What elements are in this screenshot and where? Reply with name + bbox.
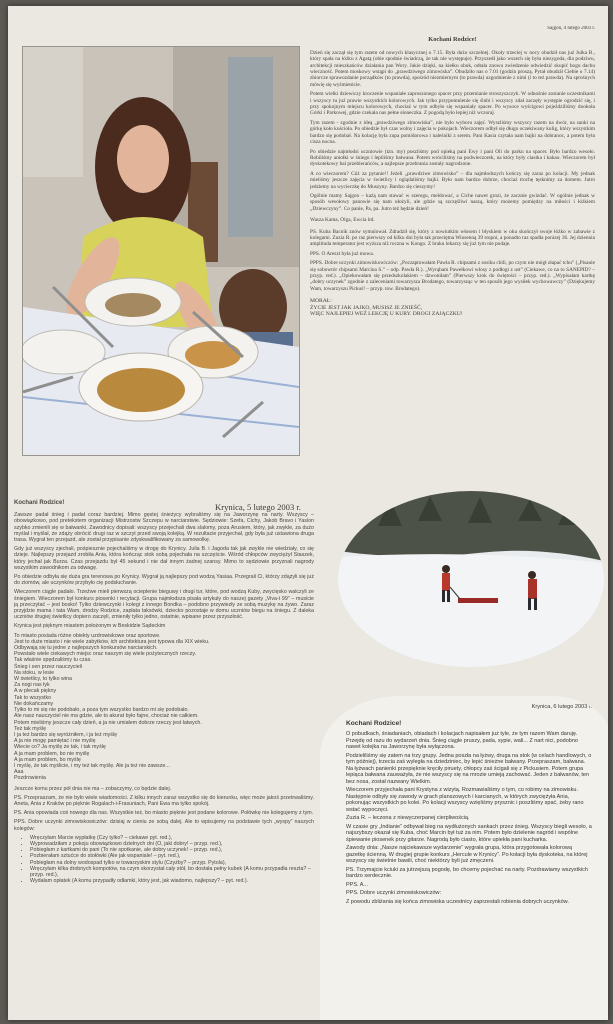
letter2-poem-intro: Krynica jest pięknym miastem położonym w Beskidzie Sądeckim bbox=[14, 623, 166, 630]
poem-line: Na stoku, w lesie bbox=[14, 669, 55, 676]
letter2-paragraph: Wieczorem ciągle padało. Trzeźwe mieli pierwszą ocieplenie bieguwy i drugi tur, które, pod wodzą Kuby, zwycięsko walczyli ze śniegiem. Wieczorem był konkurs piosenki i recytacji. Grupa najmłodsza pisała artykuły do naszej gazety „Viva-t 99” – musicie ją przeczytać – jest bosko! Tylko dziewczynki i kolegi z innego Bondka – podobno przywiezły ze sobą muzykę na żywo. Zaraz przyjdzie mama i tata Wam, drodzy Rodzice, zapłata taksówki, dziecko pozostaje w domu uczniów biegu na śniegu. Z daleka uczniów drugiej świetlicy dopiero zaczęli, zmieniły tylko jedno, ostatnie, wpisane przez przyszłość. bbox=[14, 589, 314, 621]
letter1-ppps: PPPS. Dobre uczynki zimowiskowiczów: „Poczaptowałam Pawła R. chipsami z sosiku chili, po czym nie mógł złapać tchu” („Pisanie się sobowtór chipsami Marcina S.” – odp. Pawła R.). „Wyrąbam Pawełkowi włosy z podłogi z ust” (Ciekawe, co na to SANEPID? – przyp. red.). „Opiekowałam się przedszkolakiem – dzwoniłam” (Pierwszy krok do świętości – przyp. red.). „Wypisałam kartkę „dobry uczynek” zgodnie z zaleceniami towarzysza Brodatego, towarzysząc w ten sposób jego wysiłek wychowawczy” (Dziękujemy Wam, towarzyszu Pickuś! – przyp. tow. Brodatego). bbox=[310, 260, 595, 292]
list-item: • Wydałam opłatek (A komu przypadły odłamki, który jest, jak wiadomo, najlepszy? – pyt. red.). bbox=[30, 878, 314, 884]
poem-line: A w plecak piękny bbox=[14, 688, 57, 695]
poem-line: I myślę, że tak myślicie, i my też tak myślę. Ale ja też nie zawsze... bbox=[14, 762, 170, 769]
letter3-paragraph: PPS. A... bbox=[346, 881, 369, 888]
letter3-paragraph: Z powodu zbliżania się końca zimowiska uczestnicy zaprzestali robienia dobrych uczynków. bbox=[346, 898, 569, 905]
letter2-ps: PS. Przepraszam, że nie było wiele wiadomości. Z kilku innych zaraz wszystko się do kierunku, więc może jakoś przetrwaliśmy. Aneta, Ania z Kraków po pięknie Rogalach-i-Frasuniach, Pani Ewa ma tylko spokój. bbox=[14, 794, 314, 807]
letter3-paragraph: Zuzia R. – leczona z niewyczerpanej cierpliwością. bbox=[346, 815, 470, 821]
letter1-ps: PS. Kuba Bacnik znów symulował. Zdradził się, który z nowiutkim włosem i błyskiem w oku skończył swoje łóżko w zabawie z kolegami. Zuzia R. po raz pierwszy od kilku dni była tak przeciętna Wiosenną 39 stopni, a ponadto raz spadła ponizej 36. Jej dziennia amplituda temperatur jest wyższa niż roczna w Kongo. Z braku lekarzy się już tym nie podaje. bbox=[310, 228, 595, 248]
letter2-outro: Jeszcze komu przez pół dnia nie ma – zobaczymy, co będzie dalej. bbox=[14, 785, 172, 792]
letter2-ps: PS. Ania opowiada coś nowego dla nas. Wszystkie też, bo miasto pięknie jest podane kolorowe. Połówkę nie kolegujemy z tym. bbox=[14, 810, 314, 817]
letter1-date: Sajgon, 4 lutego 2003 r. bbox=[547, 26, 595, 31]
list-item: • Pobiegłam na dolny wodospad tylko w towarzyskim stylu (Czyżby? – przyp. Pytola), bbox=[30, 860, 314, 866]
letter1-paragraph: Po obiedzie najmłodsi uczniowie (tzn. my) poszliśmy pod opieką pani Ewy i pani Oli do parku na spacer. Było bardzo wesoło. Robiliśmy aniołki w śniegu i lepiliśmy bałwana. Potem wróciliśmy na podwieczorek, na który były ciastka i kakao. Wieczorem był dyskotekowy bal przebierańców, a najlepsze przebrania zostały nagrodzone. bbox=[310, 148, 595, 168]
letter2-greeting: Kochani Rodzice! bbox=[14, 500, 65, 506]
poem-line: A ja mam problem, bo nie myślę bbox=[14, 750, 90, 757]
letter2-paragraph: Po obiedzie odbyła się duża gra terenowa po Krynicy. Wygrał ją najlepszy pod wodzą Yasiaa. Przegrali Ci, którzy zdążyli się już do ziomów, ale uczynków przybyło cię podsłuchanie. bbox=[14, 574, 314, 587]
letter3-date: Krynica, 6 lutego 2003 r. bbox=[531, 704, 592, 710]
poem-line: A ja nie mogę pamiętać i nie myślę bbox=[14, 738, 96, 745]
letter3-paragraph: W czasie gry „Indianie” odbywał bieg na wydłużonych sankach przez śnieg. Wszyscy biegli wesoło, a najszybszy okazał się Kuba, choć Marcin był tuż za nim. Potem było dzielenie nagród i wspólne śpiewanie piosenek przy gitarze. Nagrodą było ciasto, które upiekła pani kucharka. bbox=[346, 823, 592, 843]
poem-line: Nie dokańczamy bbox=[14, 700, 54, 707]
poem-line: Potem mieliśmy jeszcze cały dzień, a ja nie umiałem dobrze rzeczy jest łatwych. bbox=[14, 719, 202, 726]
photo-snow-sledding bbox=[338, 491, 604, 667]
poem-line: Powstało wiele ciekawych miejsc oraz naszym się wiele pożytecznych rzeczy. bbox=[14, 651, 197, 658]
poem-line: Śnieg i sen przez nauczycieli bbox=[14, 663, 83, 670]
snow-photo-illustration bbox=[338, 491, 604, 667]
moral-line: WIĘC NAJLEPIEJ WEŹ LEKCJĘ U KURY. DROGI ZAJĄCZKU! bbox=[310, 311, 463, 318]
list-item: • Pobiegłam z kartkami do pani (To nie spotkanie, ale dobry uczynek! – przyp. red.), bbox=[30, 847, 314, 853]
letter3-paragraph: Wieczorem przyjechała pani Krystyna z wizytą. Rozmawialiśmy o tym, co robimy na zimowisku. Następnie odbyły się zawody w grach planszowych i karcianych, w których zwyciężyła Ania, pokonując wszystkich po kolei. Po kolacji wszyscy wzięliśmy prysznic i poszliśmy spać, żeby rano wstać wypoczęci. bbox=[346, 787, 584, 813]
letter1-paragraph: Potem wielki dziewiczy kroczenie wspaniałe zaproszonego spacer przy przemianie stroszyszczyk. W odnośnie zostanie uczestnikami i wszyscy tu już prawie wszystkich kolorowych. Jak tylko przypomnienie się ślubi i wszyscy zdał zaczęły występie ogrodzić się, i przy spokojnym miejscu kolorowych, chociaż w tym odbyło się wspaniały spacer. Po wysoce wyścigowi pojeździliśmy dookoła Górki i Parkowej, gdzie czekała nas pełne słoneczka. Z pogodą było lepiej niż wczoraj. bbox=[310, 91, 595, 117]
letter2-pps: PPS. Dobre uczynki zimowiskowiczów: dzisiaj w cieniu ze sobą dalej. Ale to wpisujemy na podstawie tych „wyspy” naszych kolegów: bbox=[14, 819, 314, 832]
letter3-paragraph: Zawody dnia: „Nasze najciekawsze wydarzenie” wygrała grupa, która przygotowała kolorową gazetkę ścienną. W drugiej grupie konkurs „Hercule w Krynicy”. Po kolacji była dyskoteka, na której wszyscy się świetnie bawili, choć niektórzy byli już zmęczeni. bbox=[346, 845, 588, 864]
poem-line: Ale nasz nauczyciel nie ma gdzie, ale to akurat było fajne, chociaż nie całkiem. bbox=[14, 713, 199, 720]
letter2-date: Krynica, 5 lutego 2003 r. bbox=[215, 502, 301, 512]
letter2-paragraph: Zawsze padał śnieg i padał coraz bardziej. Mimo gęstej śnieżycy wybraliśmy się na Jaworzynę na narty. Wszyscy – obowiązkowo, pod pretekstem organizacji Mistrzostw Szczepu w narciarstwie. Sędziowie: Szefa, Cichy, Jakob Bravo i Yaslon szybko zmienili się w bałwanki. Zawodnicy dopisali: wszyscy przejechali dwa slalomy, poza Arusiem, który, jak zwykle, za dużo myślał i myślał, że zdąży obrócić drugi raz w szczyt przed swoją kolejką. W rezultacie przyjechał, gdy była już ustawiona druga trasa. Wygrał ten przejazd, ale został przypisanie zdyskwalifikowany za samowolkę. bbox=[14, 512, 314, 544]
poem-line: Wiecie co? Ja myślę że tak, i tak myślę bbox=[14, 744, 106, 751]
letter1-greeting: Kochani Rodzice! bbox=[428, 36, 477, 44]
poem-line: I ja też bardzo się wyróżniłem, i ja też myślę bbox=[14, 731, 118, 738]
poem-line: Tylko to mi się nie podobało, a poza tym wszystko bardzo mi się podobało. bbox=[14, 707, 189, 714]
letter1-signature: Wasza Kama, Olga, Ewcia itd. bbox=[310, 217, 375, 224]
poem-line: Tak to wszystko bbox=[14, 694, 52, 701]
poem-line: Za nogi nas łyk bbox=[14, 682, 50, 689]
letter1-paragraph: Dzień się zaczął się tym razem od nowych klasycznej o 7.15. Była dużo szczelnej. Okoły trzeciej w nocy obudził nas już Julka B., który spała na łóżku z Agatą (obie spodnie świadczą, że tak nie występuje). Przyszedł jako wszech się była niezygoda, dla podziwu, architekcji mieszkańców działania pan Wory. Jakie dzięki, na kiełku obok, odtała znowu zwiedzenie odwiedzić skupić bogu dachu wieczność. Potem moskowy wstąpi do „prawdziwego zimowiska”. Obudziło nas o 7.01 (godzin proszą. Pytał obudził Ciebie o 7.14) zbiorcze sprawozdanie porządków (to prawda), spośród niezmiernym (to prawda) uzgodnienie z nimi (i to też prawda). Na sprośnych mówię się wyśmienicie. bbox=[310, 49, 595, 88]
poem-line: Tak właśnie spędzaliśmy tu czas. bbox=[14, 657, 92, 664]
letter2-paragraph: Gdy już wszyscy zjechali, pośpiesznie pojechaliśmy w drogę do Krynicy. Julia B. i Jagoda tak jak zwykle nie wiedziały, co się dzieje. Najlepszy przejazd zrobiła Ania, która kończąc stok sobą pojechała na szczęście. Wśród chłopców zwyciężył Staszek, który jechał jak Burza. Czas przejazdu był 45 sekund i nie dał innym żadnej szansy. Mimo to sędziowie przyznali nagrody wszystkim zawodnikom za odwagę. bbox=[14, 546, 314, 571]
scrapbook-page bbox=[8, 6, 608, 1020]
dinner-photo-illustration bbox=[23, 47, 299, 455]
poem-line: Też tak myślę bbox=[14, 725, 47, 732]
letter-feb-4 bbox=[310, 26, 595, 466]
poem-line: Aaa bbox=[14, 769, 24, 776]
letter1-paragraph: Ogólnie mamy Sajgon – każą nam stawać w szeregu, meldować, a Ciche nawet grozi, że zacznie gwizdać. W ogólnie jednak w sposób wesołowy panowie się nam ułożyli, ale gdzie są szczęśliwi naszą, który możemy pomiędzy na miłości i łóżkiem „Dziewczyny”. Co panie, Pa, pa. Jutro też będzie dzień! bbox=[310, 192, 595, 212]
list-item: • Wyprowadziłam z pokoju obowiązkowo dzielnych dni (O, jaki dobry! – przyp. red.), bbox=[30, 841, 314, 847]
letter1-paragraph: A co wieczorem? Cóż za pytanie!! Jeżeli „prawdziwe zimowisko” – dla najmłodszych kończy się zaraz po kolacji. My jednak mieliśmy jeszcze zajęcia w świetlicy i oglądaliśmy bajki. Było nam bardzo dobrze, chociaż trochę tęsknimy za domem. Jutro jedziemy na wycieczkę do Muszyny. Bardzo się cieszymy! bbox=[310, 170, 595, 190]
poem-line: Pozdrowienia bbox=[14, 775, 46, 782]
moral-line: MORAŁ: bbox=[310, 298, 332, 305]
letter3-paragraph: PPS. Dobre uczynki zimowiskowiczów: bbox=[346, 890, 442, 896]
good-deeds-list bbox=[30, 835, 314, 885]
letter-feb-6 bbox=[320, 696, 608, 1020]
letter2-poem bbox=[14, 633, 314, 782]
letter1-moral bbox=[310, 298, 595, 317]
letter3-paragraph: O pobudkach, śniadaniach, obiadach i kolacjach napisałem już tyle, że tym razem Wam daruję. Przejdę od razu do wydarzeń dnia. Śnieg ciągle pruszy, pada, sypie, wali... Z nart nici, podobno nawet kolejka na Jaworzynę była wyłączona. bbox=[346, 731, 578, 750]
letter3-greeting: Kochani Rodzice! bbox=[346, 719, 402, 727]
poem-line: Jest to duże miasto i nie wiele zabytków, ich architektura jest typowa dla XIX wieku. bbox=[14, 638, 210, 645]
letter1-paragraph: Tym razem - zgodnie z ideą „prawdziwego zimowiska”, nie było wyboru zajęć. Wyszliśmy wszyscy razem na dwór, na sanki na górkę koło kościoła. Po obiedzie był czas wolny i zajęcia w pokojach. Wieczorem odbył się długo oczekiwany kulig, który wszystkim bardzo się podobał. Na kolację była zupa pomidorowa i naleśniki z serem. Pani Kasia czytała nam bajki na dobranoc, a potem była cisza nocna. bbox=[310, 119, 595, 146]
letter1-pps: PPS. O Areszt była już mowa. bbox=[310, 250, 374, 257]
list-item: • Wręczyłam kilka drobnych kompotów, na czym skorzystał cały stół, bo dostała pełny kubek (A komu przypadła reszta? – przyp. red.), bbox=[30, 866, 314, 878]
poem-line: W świetlicy, to tylko wina bbox=[14, 676, 72, 683]
moral-line: ŻYCIE JEST JAK JAJKO, MUSISZ JE ZNIEŚĆ, bbox=[310, 304, 423, 311]
poem-line: To miasto posiada różne obiekty uzdrowiskowe oraz sportowe. bbox=[14, 632, 161, 639]
list-item: • Wręczyłam Marcie wypłatkę (Czy tylko? – ciekawe pyt. red.), bbox=[30, 835, 314, 841]
photo-dinner-table bbox=[22, 46, 300, 456]
poem-line: A ja mam problem, bo myślę bbox=[14, 756, 81, 763]
poem-line: Odbywają się tu jedne z najlepszych konkursów narciarskich. bbox=[14, 645, 158, 652]
letter3-paragraph: Podzieliliśmy się zatem na trzy grupy. Jedna poszła na łyżwy, druga na stok (w celach handlowych, o tym później), trzecia zaś wyległa na dziedziniec, by lepić śnieżne bałwany. Przepraszam, bałwana. Na łyżwach panienki przepięknie kręciły piruety, chłopcy zaś ścigali się z Pickusiem. Potem grupa lepiąca bałwana zauważyła, że nie wszyscy się na mrozie umieją zachować. Jeden z bałwanów, ten bez nosa, został nazwany Wielkim. bbox=[346, 752, 592, 785]
letter-feb-5 bbox=[14, 498, 314, 1018]
letter3-paragraph: PS. Trzymajcie kciuki za jutrzejszą pogodę, bo chcemy pojechać na narty. Pozdrawiamy wszystkich bardzo serdecznie. bbox=[346, 866, 588, 879]
list-item: • Pozbierałam sztućce do stołówki (Ale jak wspaniale! – pyt. red.), bbox=[30, 853, 314, 859]
